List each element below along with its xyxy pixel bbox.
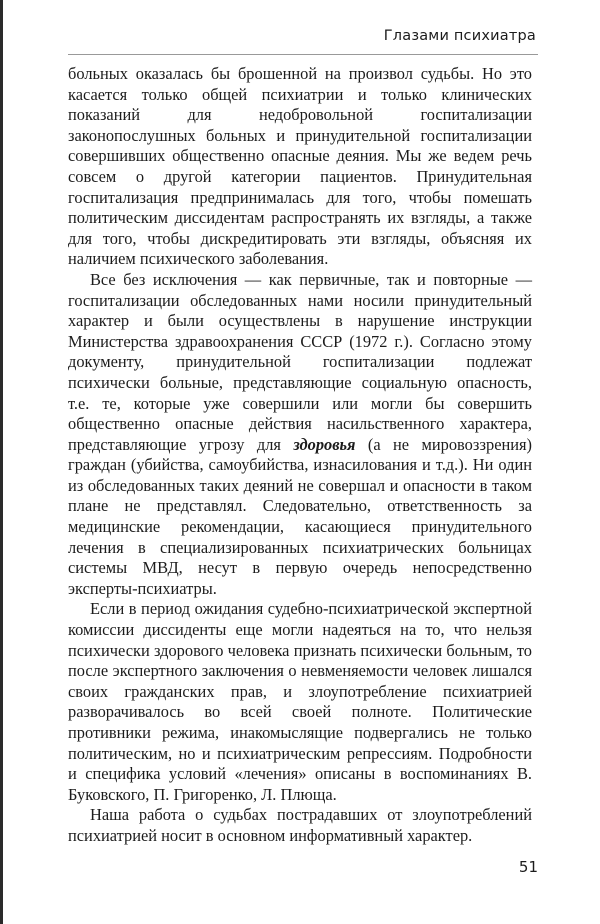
paragraph-2-emphasis: здоровья bbox=[293, 434, 356, 454]
paragraph-4: Наша работа о судьбах пострадавших от злоупотреблений психиатрией носит в основном информативный характер. bbox=[68, 805, 532, 845]
paragraph-2 bbox=[68, 270, 532, 600]
paragraph-3: Если в период ожидания судебно-психиатрической экспертной комиссии диссиденты еще могли надеяться на то, что нельзя психически здорового человека признать психически больным, то после экспертного заключения о невменяемости человек лишался своих гражданских прав, и злоупотребление психиатрией разворачивалось во всей своей полноте. Политические противники режима, инакомыслящие подвергались не только политическим, но и психиатрическим репрессиям. Подробности и специфика условий «лечения» описаны в воспоминаниях В. Буковского, П. Григоренко, Л. Плюща. bbox=[68, 599, 532, 804]
running-head: Глазами психиатра bbox=[383, 28, 536, 44]
page-number: 51 bbox=[518, 858, 538, 876]
paragraph-2-text-after: (а не мировоззрения) граждан (убийства, самоубийства, изнасилования и т.д.). Ни один из обследованных таких деяний не совершал и опасности в таком плане не представлял. Следовательно, ответственность за медицинские рекомендации, касающиеся принудительного лечения в специализированных психиатрических больницах системы МВД, несут в первую очередь непосредственно эксперты-психиатры. bbox=[68, 434, 533, 598]
paragraph-2-text-before: Все без исключения — как первичные, так и повторные — госпитализации обследованных нами носили принудительный характер и были осуществлены в нарушение инструкции Министерства здравоохранения СССР (1972 г.). Согласно этому документу, принудительной госпитализации подлежат психически больные, представляющие социальную опасность, т.е. те, которые уже совершили или могли бы совершить общественно опасные действия насильственного характера, представляющие угрозу для bbox=[68, 269, 532, 454]
header-rule bbox=[68, 54, 538, 55]
page-edge-shadow bbox=[0, 0, 3, 924]
paragraph-1-continued: больных оказалась бы брошенной на произвол судьбы. Но это касается только общей психиатрии и только клинических показаний для недобровольной госпитализации законопослушных больных и принудительной госпитализации совершивших общественно опасные деяния. Мы же ведем речь совсем о другой категории пациентов. Принудительная госпитализация предпринималась для того, чтобы помешать политическим диссидентам распространять их взгляды, а также для того, чтобы дискредитировать эти взгляды, объясняя их наличием психического заболевания. bbox=[68, 64, 532, 269]
body-text bbox=[68, 64, 532, 847]
